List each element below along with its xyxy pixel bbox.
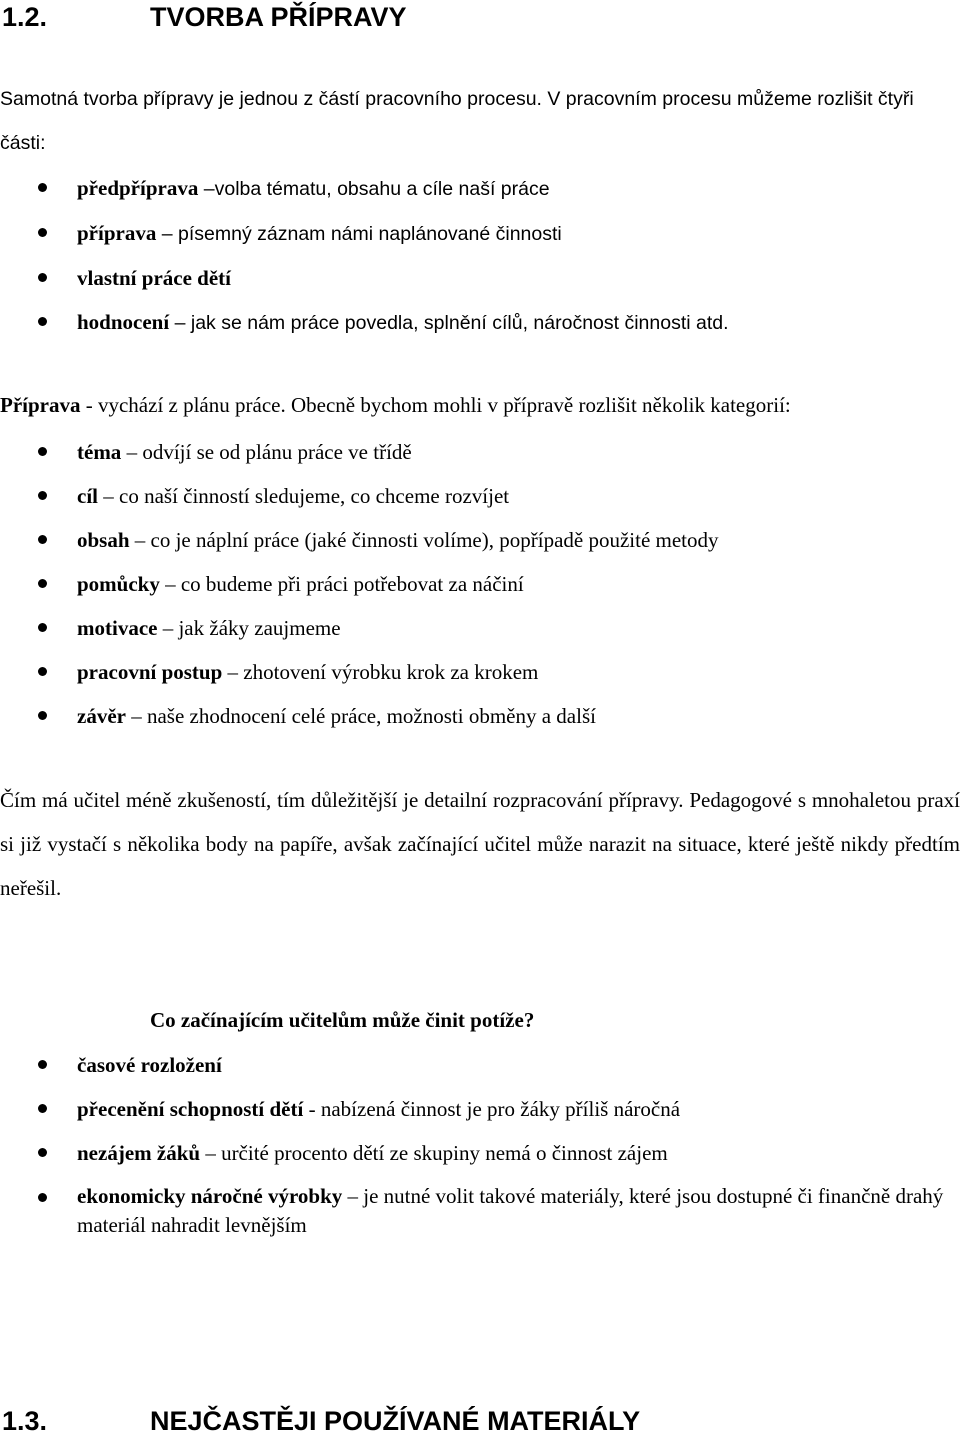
section-heading-1-3 <box>2 1404 640 1438</box>
section-heading-1-2 <box>2 0 407 34</box>
item-term: přecenění schopností dětí <box>77 1097 304 1121</box>
list-item <box>0 300 729 345</box>
list-item <box>0 1043 947 1087</box>
problems-title: Co začínajícím učitelům může činit potíže? <box>150 1008 535 1032</box>
item-desc: – je nutné volit takové materiály, které jsou dostupné či finančně drahý materiál nahradit levnějším <box>77 1184 944 1237</box>
process-parts-list <box>0 166 729 345</box>
bullet-icon <box>38 623 47 632</box>
list-item <box>0 606 719 650</box>
bullet-icon <box>38 667 47 676</box>
item-desc: – co naší činností sledujeme, co chceme rozvíjet <box>98 484 510 508</box>
item-desc: – co budeme při práci potřebovat za náčiní <box>159 572 524 596</box>
bullet-icon <box>38 273 47 282</box>
list-item <box>0 166 729 211</box>
item-term: ekonomicky náročné výrobky <box>77 1184 343 1208</box>
item-term: nezájem žáků <box>77 1141 201 1165</box>
item-term: motivace <box>77 616 158 640</box>
list-item <box>0 474 719 518</box>
list-item <box>0 1175 947 1248</box>
item-desc: – odvíjí se od plánu práce ve třídě <box>121 440 412 464</box>
bullet-icon <box>38 447 47 456</box>
list-item <box>0 1087 947 1131</box>
bullet-icon <box>38 1104 47 1113</box>
item-term: předpříprava <box>77 176 199 200</box>
section-number: 1.2. <box>2 2 48 32</box>
list-item <box>0 1131 947 1175</box>
bullet-icon <box>38 317 47 326</box>
bullet-icon <box>38 183 47 192</box>
bullet-icon <box>38 579 47 588</box>
bullet-icon <box>38 1060 47 1069</box>
item-term: závěr <box>77 704 126 728</box>
list-item <box>0 694 719 738</box>
priprava-paragraph <box>0 383 960 427</box>
item-term: obsah <box>77 528 130 552</box>
priprava-term: Příprava <box>0 393 81 417</box>
list-item <box>0 211 729 256</box>
section-title: TVORBA PŘÍPRAVY <box>150 2 407 32</box>
item-desc: – určité procento dětí ze skupiny nemá o činnost zájem <box>200 1141 668 1165</box>
list-item <box>0 430 719 474</box>
item-term: téma <box>77 440 122 464</box>
bullet-icon <box>38 491 47 500</box>
item-desc: – jak žáky zaujmeme <box>157 616 341 640</box>
list-item <box>0 518 719 562</box>
item-desc: –volba tématu, obsahu a cíle naší práce <box>198 178 550 200</box>
item-term: hodnocení <box>77 310 170 334</box>
bullet-icon <box>38 228 47 237</box>
list-item <box>0 562 719 606</box>
priprava-text: - vychází z plánu práce. Obecně bychom mohli v přípravě rozlišit několik kategorií: <box>80 393 791 417</box>
list-item <box>0 256 729 300</box>
section-number: 1.3. <box>2 1406 48 1436</box>
item-desc: – jak se nám práce povedla, splnění cílů, náročnost činnosti atd. <box>169 312 729 334</box>
bullet-icon <box>38 535 47 544</box>
item-desc: – zhotovení výrobku krok za krokem <box>222 660 539 684</box>
item-desc: - nabízená činnost je pro žáky příliš náročná <box>303 1097 681 1121</box>
item-desc: – co je náplní práce (jaké činnosti volíme), popřípadě použité metody <box>129 528 719 552</box>
item-desc: – naše zhodnocení celé práce, možnosti obměny a další <box>125 704 596 728</box>
item-term: vlastní práce dětí <box>77 266 231 290</box>
problems-list <box>0 1043 947 1248</box>
item-term: časové rozložení <box>77 1053 222 1077</box>
intro-paragraph: Samotná tvorba přípravy je jednou z částí pracovního procesu. V pracovním procesu můžeme rozlišit čtyři části: <box>0 88 914 154</box>
experience-paragraph: Čím má učitel méně zkušeností, tím důležitější je detailní rozpracování přípravy. Pedagogové s mnohaletou praxí si již vystačí s několika body na papíře, avšak začínající učitel může narazit na situace, které ještě nikdy předtím neřešil. <box>0 788 960 900</box>
bullet-icon <box>38 1193 47 1202</box>
item-term: příprava <box>77 221 157 245</box>
item-term: cíl <box>77 484 98 508</box>
list-item <box>0 650 719 694</box>
section-title: NEJČASTĚJI POUŽÍVANÉ MATERIÁLY <box>150 1406 641 1436</box>
item-desc: – písemný záznam námi naplánované činnosti <box>156 223 562 245</box>
item-term: pomůcky <box>77 572 160 596</box>
bullet-icon <box>38 711 47 720</box>
categories-list <box>0 430 719 738</box>
item-term: pracovní postup <box>77 660 223 684</box>
bullet-icon <box>38 1148 47 1157</box>
